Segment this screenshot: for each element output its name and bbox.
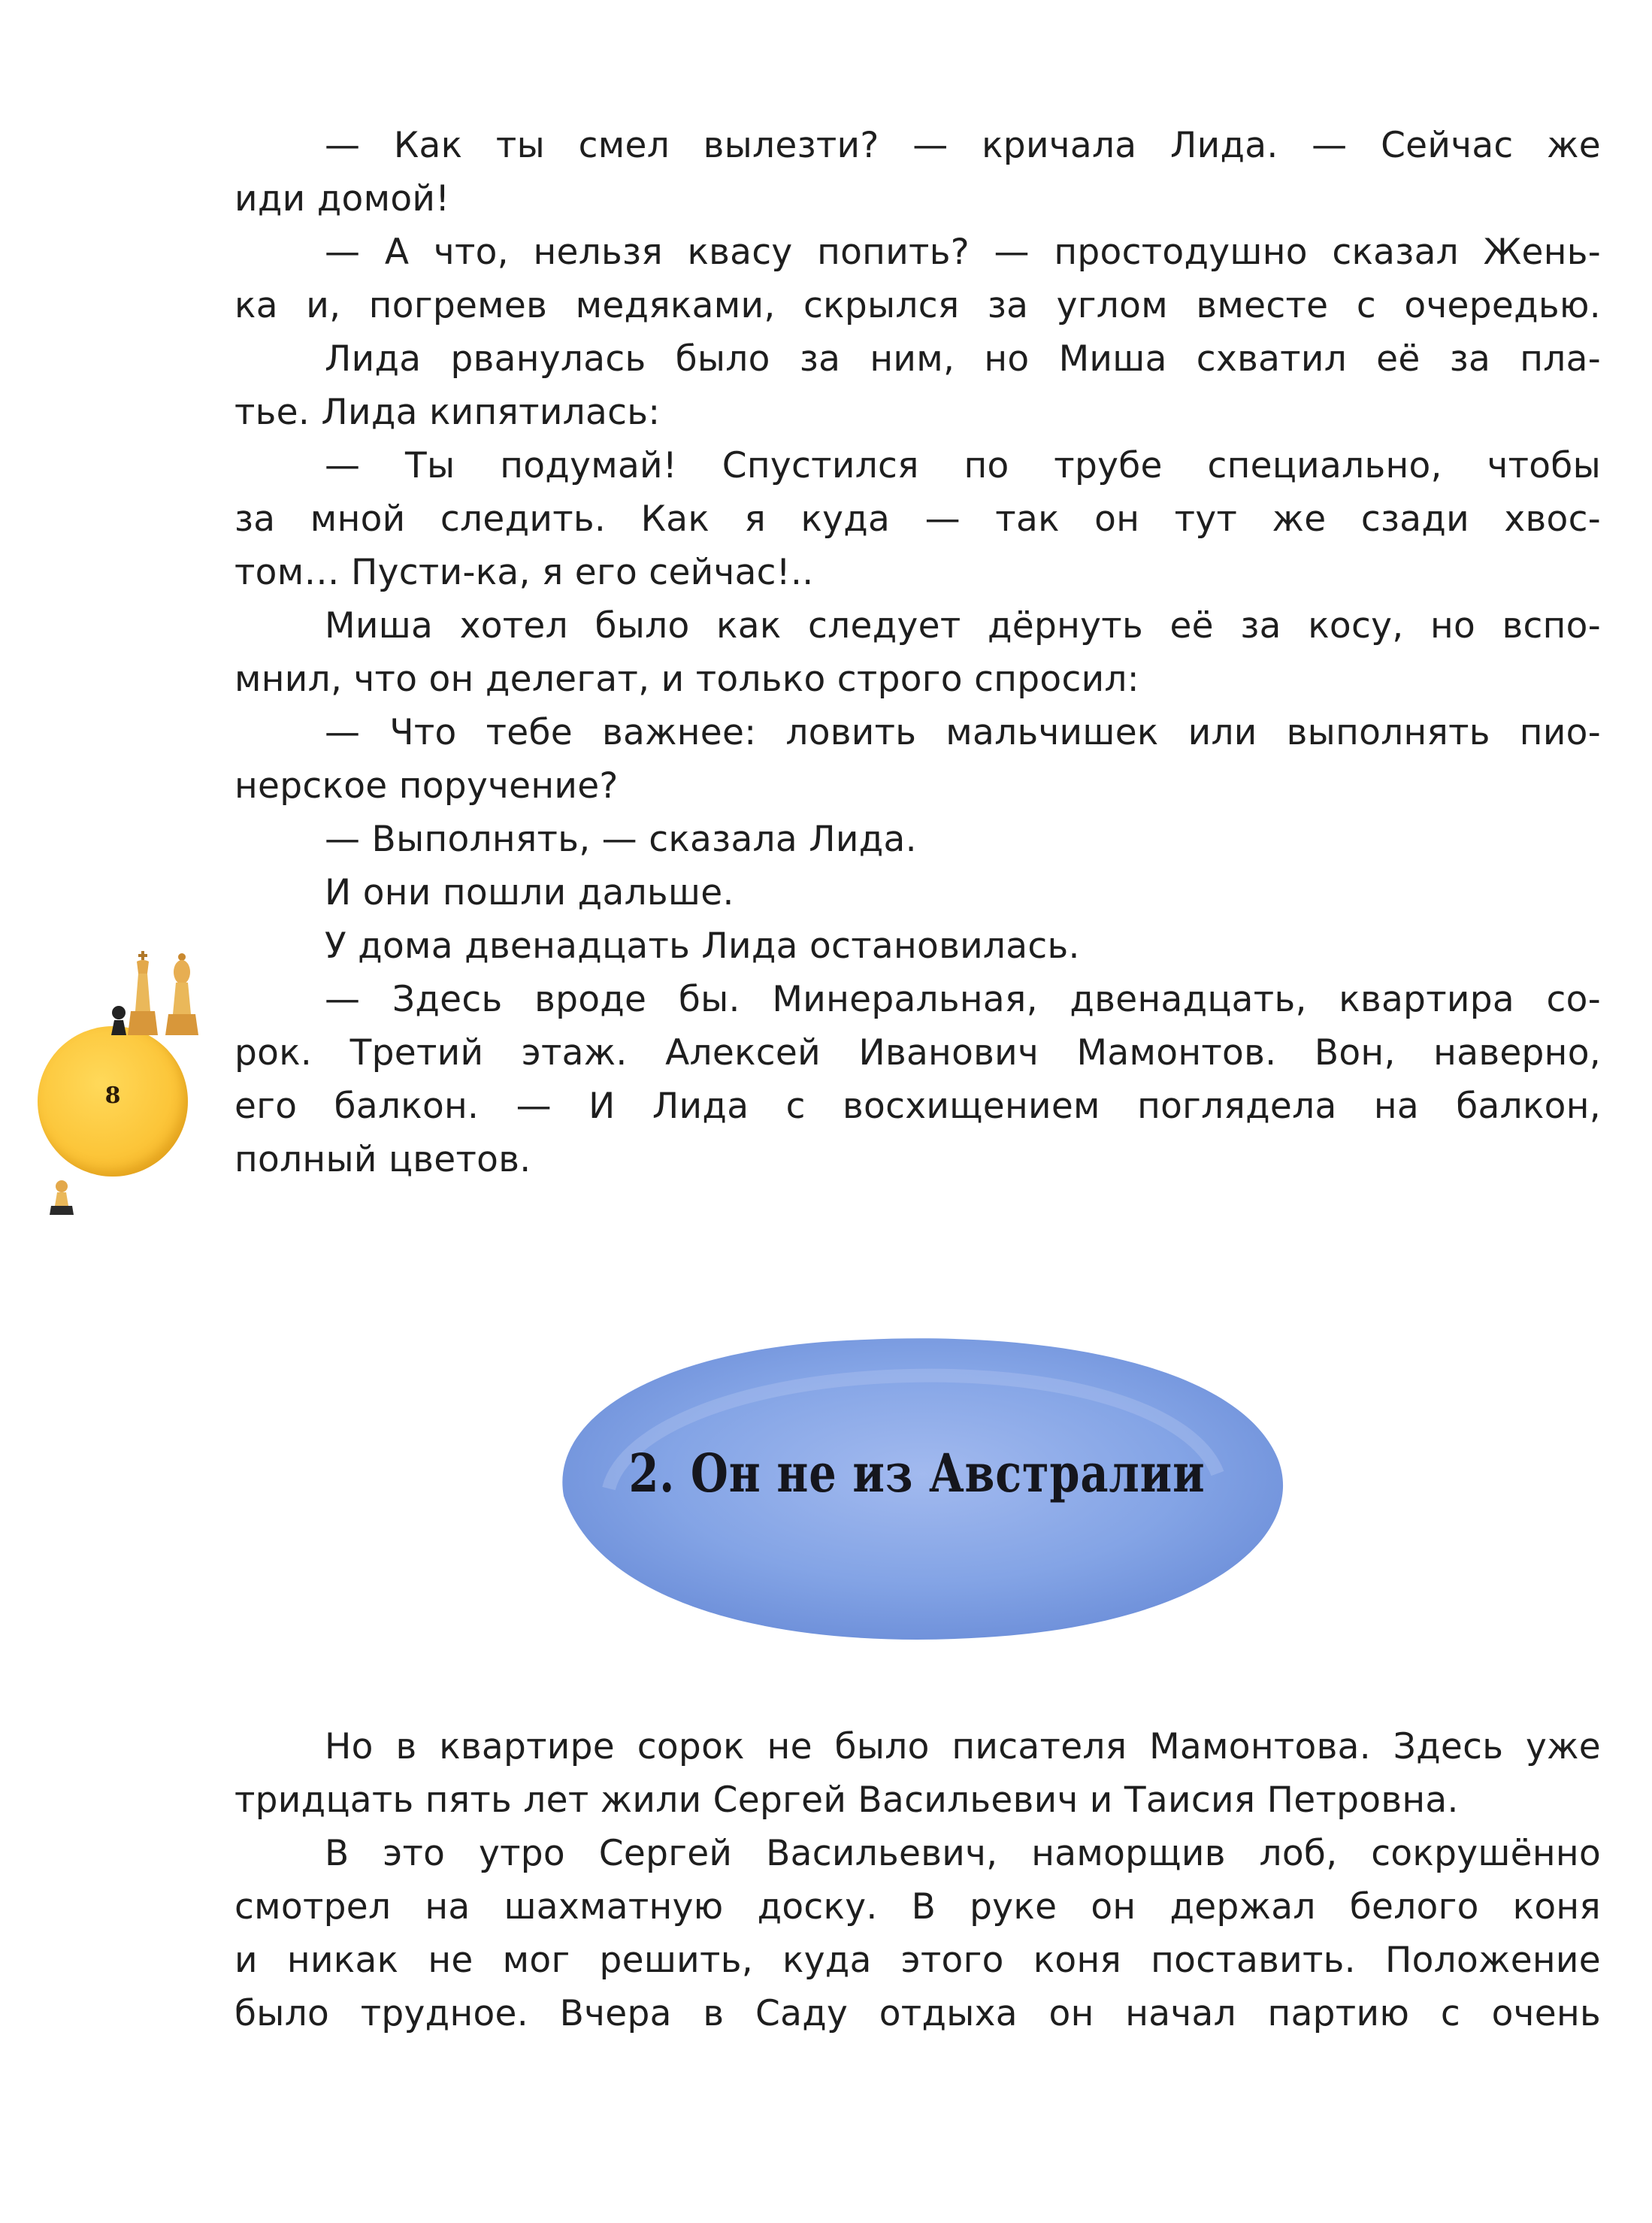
text-line: ка и, погремев медяками, скрылся за углом вместе с очередью. bbox=[234, 285, 1601, 326]
text-line: — Здесь вроде бы. Минеральная, двенадцать, квартира со- bbox=[325, 979, 1601, 1020]
text-line: тридцать пять лет жили Сергей Васильевич и Таисия Петровна. bbox=[234, 1779, 1459, 1821]
text-line: — Выполнять, — сказала Лида. bbox=[325, 819, 917, 860]
text-line: У дома двенадцать Лида остановилась. bbox=[325, 925, 1080, 967]
text-line: — Ты подумай! Спустился по трубе специально, чтобы bbox=[325, 445, 1601, 486]
text-line: Лида рванулась было за ним, но Миша схватил её за пла- bbox=[325, 338, 1601, 380]
text-line: Но в квартире сорок не было писателя Мамонтова. Здесь уже bbox=[325, 1726, 1601, 1767]
king-piece-icon bbox=[128, 951, 158, 1035]
text-line: и никак не мог решить, куда этого коня поставить. Положение bbox=[234, 1940, 1601, 1981]
text-line: Миша хотел было как следует дёрнуть её за косу, но вспо- bbox=[325, 605, 1601, 647]
text-line: И они пошли дальше. bbox=[325, 872, 734, 913]
text-block-top bbox=[234, 119, 1601, 1186]
text-block-bottom bbox=[234, 1720, 1601, 2040]
text-line: рок. Третий этаж. Алексей Иванович Мамонтов. Вон, наверно, bbox=[234, 1032, 1601, 1074]
text-line: мнил, что он делегат, и только строго спросил: bbox=[234, 659, 1139, 700]
text-line: полный цветов. bbox=[234, 1139, 531, 1180]
chapter-title: 2. Он не из Австралии bbox=[628, 1442, 1206, 1504]
text-line: — А что, нельзя квасу попить? — простодушно сказал Жень- bbox=[325, 232, 1601, 273]
text-line: за мной следить. Как я куда — так он тут же сзади хвос- bbox=[234, 498, 1601, 540]
text-line: нерское поручение? bbox=[234, 765, 619, 807]
chess-pieces-icon bbox=[105, 951, 203, 1041]
text-line: смотрел на шахматную доску. В руке он держал белого коня bbox=[234, 1886, 1601, 1928]
text-line: его балкон. — И Лида с восхищением поглядела на балкон, bbox=[234, 1086, 1601, 1127]
text-line: иди домой! bbox=[234, 178, 450, 220]
page-number: 8 bbox=[104, 1083, 121, 1109]
bishop-piece-icon bbox=[165, 953, 198, 1035]
text-line: — Что тебе важнее: ловить мальчишек или выполнять пио- bbox=[325, 712, 1601, 753]
text-line: было трудное. Вчера в Саду отдыха он начал партию с очень bbox=[234, 1993, 1601, 2034]
text-line: В это утро Сергей Васильевич, наморщив лоб, сокрушённо bbox=[325, 1833, 1601, 1874]
text-line: том… Пусти-ка, я его сейчас!.. bbox=[234, 552, 814, 593]
pawn-piece-icon bbox=[48, 1179, 75, 1216]
black-pawn-icon bbox=[111, 1006, 126, 1035]
text-line: — Как ты смел вылезти? — кричала Лида. — Сейчас же bbox=[325, 125, 1601, 166]
text-line: тье. Лида кипятилась: bbox=[234, 392, 661, 433]
